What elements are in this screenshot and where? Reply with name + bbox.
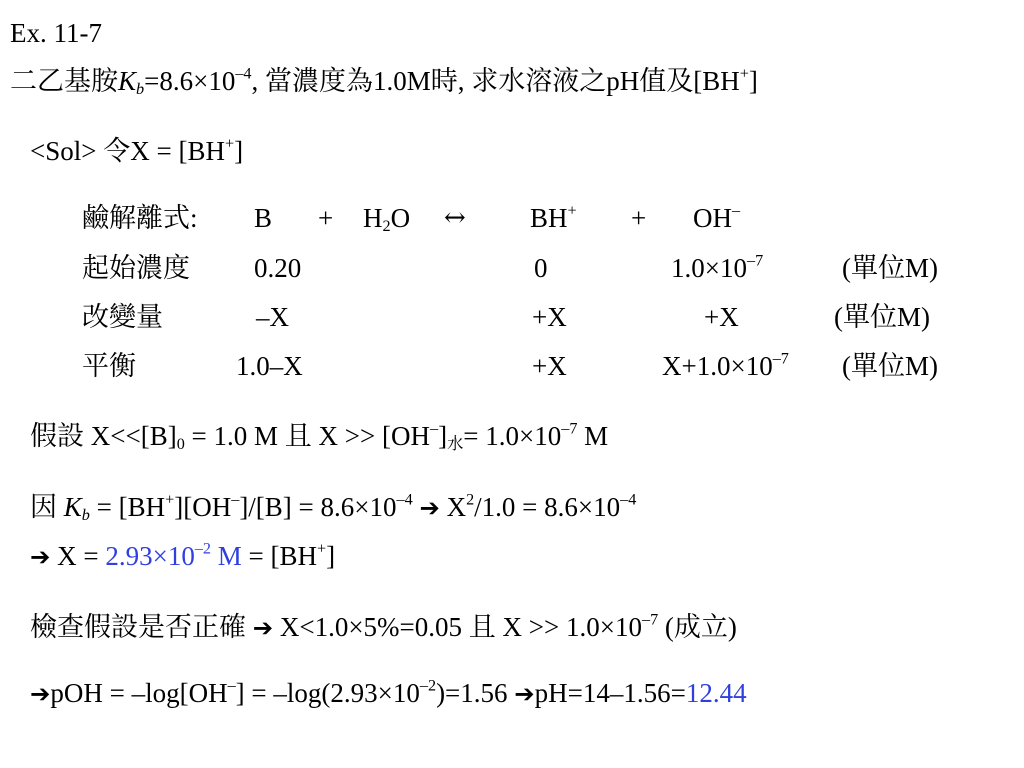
kb-exp2: –4 xyxy=(620,490,637,509)
equilibrium-oh-exp: –7 xyxy=(772,349,789,368)
ph-answer: 12.44 xyxy=(685,678,747,708)
h2o-o: O xyxy=(390,203,411,233)
check-exp: –7 xyxy=(641,610,659,629)
assumption-t1: 假設 X<<[B] xyxy=(30,421,177,451)
h2o-sub: 2 xyxy=(382,217,391,236)
kb-value: =8.6×10 xyxy=(144,66,236,96)
question-body: , 當濃度為1.0M時, 求水溶液之pH值及[BH xyxy=(251,66,740,96)
row-label: 鹼解離式: xyxy=(82,203,198,233)
example-number: Ex. 11-7 xyxy=(10,18,102,48)
final-minus: – xyxy=(227,676,236,695)
kb-subscript: b xyxy=(136,80,145,99)
initial-b: 0.20 xyxy=(254,253,302,283)
check-line xyxy=(30,610,737,642)
final-t1: pOH = –log[OH xyxy=(50,678,228,708)
kb-equation-line xyxy=(30,490,637,525)
x-t3: ] xyxy=(326,541,336,571)
x-answer xyxy=(105,541,241,571)
right-arrow-icon: ➔ xyxy=(419,493,440,522)
final-line xyxy=(30,676,747,708)
kb-plus: + xyxy=(165,490,175,509)
kb-square: 2 xyxy=(466,490,475,509)
assumption-minus: – xyxy=(429,419,439,438)
check-t1: 檢查假設是否正確 xyxy=(30,612,253,642)
kb-symbol: K xyxy=(118,66,137,96)
kb-exp1: –4 xyxy=(396,490,413,509)
unit-label: (單位M) xyxy=(834,302,930,332)
oh-sup: – xyxy=(732,201,741,220)
sol-close: ] xyxy=(234,136,244,166)
x-answer-exp: –2 xyxy=(194,539,212,558)
kb-k-sub: b xyxy=(81,506,90,525)
kb-k: K xyxy=(63,492,82,522)
initial-oh xyxy=(671,251,764,283)
x-t2: = [BH xyxy=(241,541,318,571)
equilibrium-arrow-icon: ↔ xyxy=(444,203,466,233)
equilibrium-bh: +X xyxy=(532,351,567,381)
question-close: ] xyxy=(748,66,758,96)
question-prefix: 二乙基胺 xyxy=(10,66,118,96)
x-t1: X = xyxy=(50,541,106,571)
assumption-t2: = 1.0 M 且 X >> [OH xyxy=(184,421,430,451)
assumption-t4: = 1.0×10 xyxy=(463,421,562,451)
check-t3: (成立) xyxy=(658,612,737,642)
kb-t4: ]/[B] = 8.6×10 xyxy=(239,492,397,522)
equilibrium-oh-base: X+1.0×10 xyxy=(662,351,773,381)
kb-t6: /1.0 = 8.6×10 xyxy=(474,492,621,522)
row-label: 平衡 xyxy=(82,351,136,381)
right-arrow-icon: ➔ xyxy=(30,542,51,571)
unit-label: (單位M) xyxy=(842,253,938,283)
row-label: 起始濃度 xyxy=(82,253,190,283)
sol-tag: <Sol> xyxy=(30,136,97,166)
equilibrium-b: 1.0–X xyxy=(236,351,303,381)
kb-minus: – xyxy=(231,490,240,509)
change-bh: +X xyxy=(532,302,567,332)
kb-t2: = [BH xyxy=(89,492,166,522)
assumption-t3: ] xyxy=(438,421,448,451)
final-t2: ] = –log(2.93×10 xyxy=(235,678,420,708)
bh-sup: + xyxy=(567,201,577,220)
oh-text: OH xyxy=(693,203,732,233)
change-oh: +X xyxy=(704,302,739,332)
row-label: 改變量 xyxy=(82,302,163,332)
initial-bh: 0 xyxy=(534,253,548,283)
change-b: –X xyxy=(256,302,289,332)
bh-text: BH xyxy=(530,203,568,233)
plus-sign: + xyxy=(318,203,334,233)
final-t4: pH=14–1.56= xyxy=(534,678,686,708)
initial-oh-exp: –7 xyxy=(746,251,764,270)
question-text xyxy=(10,64,758,99)
x-plus: + xyxy=(317,539,327,558)
sol-let: 令X = [BH xyxy=(96,136,225,166)
kb-t1: 因 xyxy=(30,492,64,522)
right-arrow-icon: ➔ xyxy=(252,613,274,642)
species-oh xyxy=(693,201,741,233)
final-exp: –2 xyxy=(419,676,437,695)
assumption-t5: M xyxy=(577,421,609,451)
species-bh xyxy=(530,201,577,233)
kb-t5: X xyxy=(439,492,467,522)
bh-plus: + xyxy=(739,64,749,83)
right-arrow-icon: ➔ xyxy=(30,679,51,708)
solution-intro xyxy=(30,134,244,166)
initial-oh-base: 1.0×10 xyxy=(671,253,747,283)
unit-label: (單位M) xyxy=(842,351,938,381)
kb-t3: ][OH xyxy=(174,492,232,522)
species-b: B xyxy=(254,203,273,233)
assumption-line xyxy=(30,419,609,454)
x-answer-unit: M xyxy=(211,541,242,571)
final-t3: )=1.56 xyxy=(436,678,515,708)
x-result-line xyxy=(30,539,336,571)
species-h2o xyxy=(363,203,411,236)
check-t2: X<1.0×5%=0.05 且 X >> 1.0×10 xyxy=(273,612,642,642)
sol-plus: + xyxy=(224,134,235,153)
assumption-sub0: 0 xyxy=(176,435,185,454)
h2o-h: H xyxy=(363,203,383,233)
plus-sign: + xyxy=(631,203,647,233)
equilibrium-oh xyxy=(662,349,789,381)
right-arrow-icon: ➔ xyxy=(514,679,535,708)
x-answer-base: 2.93×10 xyxy=(105,541,195,571)
assumption-water: 水 xyxy=(447,435,464,454)
kb-exponent: –4 xyxy=(235,64,252,83)
assumption-exp: –7 xyxy=(561,419,578,438)
